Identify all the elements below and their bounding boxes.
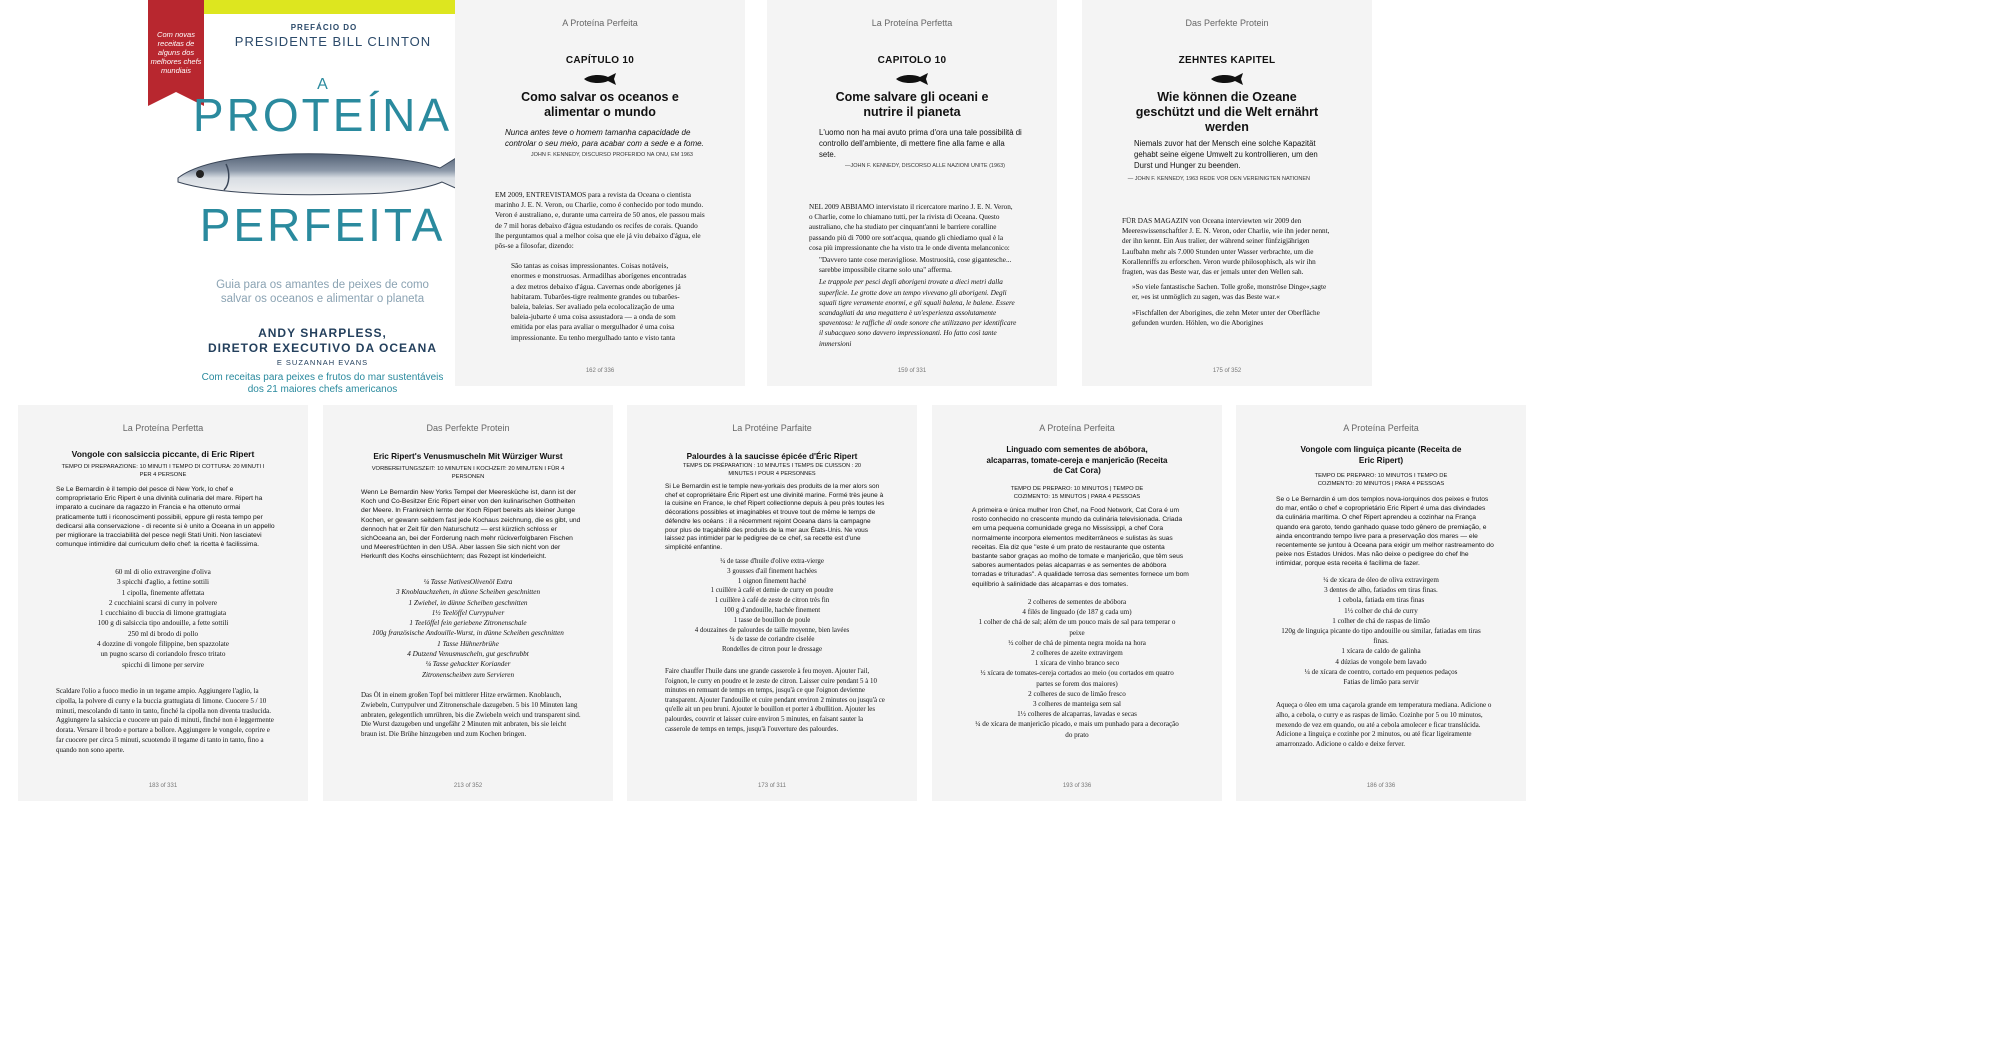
cover-title-line1: PROTEÍNA bbox=[192, 89, 453, 141]
page-number: 186 of 336 bbox=[1366, 783, 1396, 789]
chapter-label: CAPÍTULO 10 bbox=[565, 55, 635, 66]
page-chapter-de[interactable] bbox=[1082, 0, 1372, 386]
fish-icon bbox=[582, 72, 618, 86]
ingredient-item: 1 Teelöffel fein geriebene Zitronenschale bbox=[409, 619, 527, 628]
ingredient-item: ¼ de xícara de coentro, cortado em pequenos pedaços bbox=[1304, 667, 1458, 676]
recipe-intro: Se Le Bernardin è il tempio del pesce di New York, lo chef e comproprietario Eric Ripert è una divinità culinaria del mare. Ripert ha imparato a cucinare da ragazzo in Francia e ha ottenuto ormai praticamente tutti i riconoscimenti possibili, eppure gli resta tempo per dedicarsi alla conservazione - di recente si è unito a Oceana in un appello per migliorare la tracciabilità del pesce negli Stati Uniti. Non lasciatevi comunque intimidire dal curriculum dello chef: la ricetta è facilissima. bbox=[56, 486, 275, 549]
ingredient-item: 3 gousses d'ail finement hachées bbox=[727, 567, 817, 575]
ingredient-item: ¼ Tasse NativesOlivenöl Extra bbox=[423, 578, 513, 586]
page-number: 175 of 352 bbox=[1212, 368, 1242, 374]
body-paragraph: FÜR DAS MAGAZIN von Oceana interviewten wir 2009 den Meereswissenschaftler J. E. N. Veron, oder Charlie, wie ihn jeder nennt, der ihn kennt. Ein Aus tralier, der während seiner fünfzigjährigen Laufbahn mehr als 7.000 Stunden unter Wasser verbrachte, um die Korallenriffs zu erforschen. Veron wurde philosophisch, als wir ihn fragten, was das Beste war, das er jemals unter den Wellen sah. bbox=[1122, 217, 1330, 277]
ingredient-item: 1 cucchiaino di buccia di limone grattugiata bbox=[99, 609, 227, 618]
ingredient-item: 100 g di salsiccia tipo andouille, a fette sottili bbox=[97, 619, 229, 628]
ingredient-item: un pugno scarso di coriandolo fresco tritato bbox=[100, 650, 226, 659]
ingredient-item: 4 douzaines de palourdes de taille moyenne, bien lavées bbox=[694, 626, 850, 634]
page-number: 213 of 352 bbox=[453, 783, 483, 789]
ingredient-item: 1½ colheres de alcaparras, lavadas e secas bbox=[1017, 710, 1137, 719]
ingredient-item: 1 xícara de vinho branco seco bbox=[1034, 659, 1120, 668]
ingredient-item: 2 colheres de sementes de abóbora bbox=[1027, 598, 1127, 606]
epigraph-attribution: — JOHN F. KENNEDY, 1963 REDE VOR DEN VEREINIGTEN NATIONEN bbox=[1127, 176, 1310, 182]
page-recipe-pt-ripert[interactable] bbox=[1236, 405, 1526, 801]
ingredient-item: 2 cucchiaini scarsi di curry in polvere bbox=[108, 598, 218, 607]
ingredient-item: 1 xícara de caldo de galinha bbox=[1341, 647, 1421, 656]
recipe-intro: Se o Le Bernardin é um dos templos nova-iorquinos dos peixes e frutos do mar, então o chef e coproprietário Eric Ripert é uma das divindades da culinária marítima. O chef Ripert aprendeu a cozinhar na França quando era garoto, tendo ganhado quase todo gênero de premiação, e ainda encontrando tempo livre para a preservação dos mares — ele recentemente se juntou à Oceana para exigir um melhor rastreamento do peixe nos Estados Unidos. Mas não deixe o pedigree do chef lhe intimidar, porque esta receita é facílima de fazer. bbox=[1276, 496, 1494, 568]
running-header: Das Perfekte Protein bbox=[426, 423, 510, 433]
ingredient-item: 4 Dutzend Venusmuscheln, gut geschrubbt bbox=[407, 650, 529, 659]
ingredient-item: Fatias de limão para servir bbox=[1343, 678, 1419, 687]
ingredient-item: ¼ de xícara de óleo de oliva extravirgem bbox=[1323, 576, 1439, 584]
ingredient-item: 3 dentes de alho, fatiados em tiras finas. bbox=[1324, 586, 1438, 595]
cover-preface-label: PREFÁCIO DO bbox=[290, 23, 358, 32]
recipe-time: VORBEREITUNGSZEIT: 10 MINUTEN I KOCHZEIT: 20 MINUTEN I FÜR 4 PERSONEN bbox=[371, 466, 565, 480]
cover-tagline-2: dos 21 maiores chefs americanos bbox=[247, 384, 398, 395]
page-recipe-it[interactable] bbox=[18, 405, 308, 801]
epigraph: Niemals zuvor hat der Mensch eine solche Kapazität gehabt seine eigene Umwelt zu kontrollieren, um den Durst und Hunger zu beenden. bbox=[1134, 139, 1318, 170]
cover-title-line2: PERFEITA bbox=[199, 199, 446, 251]
cover-author-2: DIRETOR EXECUTIVO DA OCEANA bbox=[207, 341, 438, 355]
ingredient-item: 1 colher de chá de sal; além de um pouco mais de sal para temperar o peixe bbox=[978, 618, 1176, 637]
recipe-intro: Wenn Le Bernardin New Yorks Tempel der Meeresküche ist, dann ist der Koch und Co-Besitzer Eric Ripert einer von den kulinarischen Gottheiten der Meere. In Frankreich lernte der Koch Ripert bereits als kleiner Junge Kochen, er gewann seitdem fast jede Kochaus zeichnung, die es gibt, und dennoch hat er Zeit für den Naturschutz — erst kürzlich schloss er sichOceana an, bei der Forderung nach mehr rückverfolgbaren Fischen und Meeresfrüchten in den USA. Aber lassen Sie sich nicht von der Herkunft des Kochs einschüchtern; das Rezept ist kinderleicht. bbox=[361, 489, 581, 561]
recipe-steps: Das Öl in einem großen Topf bei mittlerer Hitze erwärmen. Knoblauch, Zwiebeln, Currypulver und Zitronenschale dazugeben. 5 bis 10 Minuten lang anbraten, gelegentlich umrühren, bis die Zwiebeln weich und transparent sind. Die Wurst dazugeben und ungefähr 2 Minuten mit anbraten, bis sie leicht braun ist. Die Brühe hinzugeben und zum Kochen bringen. bbox=[361, 691, 581, 739]
recipe-steps: Scaldare l'olio a fuoco medio in un tegame ampio. Aggiungere l'aglio, la cipolla, la polvere di curry e la buccia grattugiata di limone. Cuocere 5 / 10 minuti, mescolando di tanto in tanto, finché la cipolla non diventa traslucida. Aggiungere la salsiccia e cuocere un paio di minuti, finché non è leggermente dorata. Versare il brodo e portare a bollore. Aggiungere le vongole, coprire e far cuocere per circa 5 minuti, scuotendo il tegame di tanto in tanto, fino a quando non sono aperte. bbox=[56, 687, 274, 754]
ingredient-item: 3 spicchi d'aglio, a fettine sottili bbox=[117, 578, 209, 587]
ingredient-item: ¼ de tasse de coriandre ciselée bbox=[729, 636, 815, 644]
page-recipe-fr[interactable] bbox=[627, 405, 917, 801]
ingredient-item: 1 colher de chá de raspas de limão bbox=[1332, 616, 1430, 625]
cover-subtitle bbox=[148, 278, 497, 306]
ingredient-item: 1½ colher de chá de curry bbox=[1344, 606, 1418, 615]
ingredient-item: Rondelles de citron pour le dressage bbox=[721, 646, 823, 654]
body-paragraph: NEL 2009 ABBIAMO intervistato il ricercatore marino J. E. N. Veron, o Charlie, come lo chiamano tutti, per la rivista di Oceana. Questo australiano, che ha studiato per cinquant'anni le barriere coralline passando più di 7000 ore sott'acqua, quando gli chiediamo qual è la cosa più impressionante che ha visto tra le onde diventa melanconico: bbox=[809, 203, 1013, 252]
recipe-title: Eric Ripert's Venusmuscheln Mit Würziger Wurst bbox=[373, 452, 563, 461]
page-number: 162 of 336 bbox=[585, 368, 615, 374]
cover-yellow-band bbox=[204, 0, 497, 14]
fish-icon bbox=[894, 72, 930, 86]
ingredients-list bbox=[972, 597, 1182, 740]
cover-title-a: A bbox=[317, 76, 328, 93]
ingredient-item: 4 dúzias de vongole bem lavado bbox=[1335, 657, 1427, 666]
running-header: La Protéine Parfaite bbox=[732, 423, 812, 433]
body-paragraph: EM 2009, ENTREVISTAMOS para a revista da Oceana o cientista marinho J. E. N. Veron, ou Charlie, como é conhecido por todo mundo. Veron é australiano, e, durante uma carreira de 50 anos, ele passou mais de 7 mil horas debaixo d'água estudando os recifes de corais. Quando lhe perguntamos qual a melhor coisa que ele já viu debaixo d'água, ele pôs-se a filosofar, dizendo: bbox=[495, 190, 705, 251]
fish-icon bbox=[1209, 72, 1245, 86]
chapter-title: Come salvare gli oceani e nutrire il pianeta bbox=[835, 90, 989, 119]
cover-preface-name: PRESIDENTE BILL CLINTON bbox=[234, 34, 432, 49]
page-recipe-pt-cora[interactable] bbox=[932, 405, 1222, 801]
ingredient-item: 2 colheres de azeite extravirgem bbox=[1031, 649, 1123, 658]
page-chapter-pt[interactable] bbox=[455, 0, 745, 386]
running-header: La Proteína Perfetta bbox=[871, 18, 953, 28]
chapter-label: ZEHNTES KAPITEL bbox=[1178, 55, 1276, 66]
running-header: La Proteína Perfetta bbox=[122, 423, 204, 433]
recipe-title: Linguado com sementes de abóbora, alcaparras, tomate-cereja e manjericão (Receita de Cat Cora) bbox=[986, 445, 1168, 475]
epigraph: Nunca antes teve o homem tamanha capacidade de controlar o seu meio, para acabar com a sede e a fome. bbox=[505, 128, 704, 148]
ingredient-item: 60 ml di olio extravergine d'oliva bbox=[115, 568, 211, 576]
ingredient-item: 250 ml di brodo di pollo bbox=[127, 629, 199, 638]
cover-ribbon-text: Com novas receitas de alguns dos melhores chefs mundiais bbox=[150, 30, 202, 75]
recipe-time: TEMPO DI PREPARAZIONE: 10 MINUTI I TEMPO DI COTTURA: 20 MINUTI I PER 4 PERSONE bbox=[61, 464, 265, 478]
ingredient-item: 100g französische Andouille-Wurst, in dünne Scheiben geschnitten bbox=[372, 629, 564, 638]
ingredients-list bbox=[48, 567, 278, 670]
cover-subtitle-2: salvar os oceanos e alimentar o planeta bbox=[220, 293, 425, 305]
recipe-steps: Aqueça o óleo em uma caçarola grande em temperatura mediana. Adicione o alho, a cebola, o curry e as raspas de limão. Cozinhe por 5 ou 10 minutos, mexendo de vez em quando, ou até a cebola amolecer e ficar translúcida. Adicione a linguiça e cozinhe por 2 minutos, ou até ficar ligeiramente amarronzado. Adicione o caldo e deixe ferver. bbox=[1276, 701, 1492, 749]
running-header: A Proteína Perfeita bbox=[562, 18, 638, 28]
body-quote: Le trappole per pesci degli aborigeni trovate a dieci metri dalla superficie. Le grotte dove un tempo vivevano gli aborigeni. Degli squali tigre veramente enormi, e gli squali balena, le balene. Essere scandagliati da una megattera è un'esperienza assolutamente spaventosa: le raffiche di onde sonore che utilizzano per identificare il subacqueo sono davvero impressionanti. Ho fatto così tante immersioni bbox=[819, 278, 1017, 348]
ingredient-item: ½ colher de chá de pimenta negra moída na hora bbox=[1008, 638, 1146, 647]
page-chapter-it[interactable] bbox=[767, 0, 1057, 386]
ingredient-item: 2 colheres de suco de limão fresco bbox=[1028, 689, 1126, 698]
body-paragraph: "Davvero tante cose meravigliose. Mostruosità, cose gigantesche... sarebbe impossibile citarne solo una" afferma. bbox=[819, 256, 1012, 275]
running-header: Das Perfekte Protein bbox=[1185, 18, 1269, 28]
ingredient-item: 120g de linguiça picante do tipo andouille ou similar, fatiadas em tiras finas. bbox=[1281, 627, 1481, 646]
recipe-time: TEMPO DE PREPARO: 10 MINUTOS I TEMPO DE COZIMENTO: 20 MINUTOS | PARA 4 PESSOAS bbox=[1314, 473, 1448, 487]
ingredient-item: 1 oignon finement haché bbox=[737, 577, 807, 585]
running-header: A Proteína Perfeita bbox=[1343, 423, 1419, 433]
ingredient-item: 4 filés de linguado (de 187 g cada um) bbox=[1022, 608, 1132, 617]
epigraph-attribution: —JOHN F. KENNEDY, DISCORSO ALLE NAZIONI UNITE (1963) bbox=[844, 163, 1005, 169]
ingredient-item: spicchi di limone per servire bbox=[122, 660, 204, 669]
ingredient-item: 4 dozzine di vongole filippine, ben spazzolate bbox=[97, 640, 229, 649]
ingredient-item: ¼ de tasse d'huile d'olive extra-vierge bbox=[720, 558, 824, 565]
ingredient-item: ¼ Tasse gehackter Koriander bbox=[425, 660, 511, 669]
page-number: 173 of 311 bbox=[758, 783, 786, 789]
ingredient-item: 1 cuillère à café de zeste de citron très fin bbox=[714, 597, 830, 605]
page-number: 159 of 331 bbox=[897, 368, 927, 374]
recipe-intro: Si Le Bernardin est le temple new-yorkais des produits de la mer alors son chef et copropriétaire Éric Ripert est une divinité marine. Formé très jeune à la cuisine en France, le chef Ripert collectionne depuis à peu près toutes les décorations possibles et imaginables et trouve tout de même le temps de défendre les océans : il a récemment rejoint Oceana dans la campagne pour plus de traçabilité des produits de la mer aux États-Unis. Ne vous laissez pas intimider par le pedigree de ce chef, sa recette est d'une simplicité enfantine. bbox=[665, 483, 885, 551]
ingredient-item: 1 Tasse Hühnerbrühe bbox=[437, 639, 499, 648]
ingredient-item: 1 cebola, fatiada em tiras finas bbox=[1337, 596, 1425, 605]
chapter-body bbox=[1122, 216, 1332, 338]
book-cover[interactable] bbox=[148, 0, 497, 420]
page-recipe-de[interactable] bbox=[323, 405, 613, 801]
page-number: 193 of 336 bbox=[1062, 783, 1092, 789]
ingredient-item: ¼ de xícara de manjericão picado, e mais um punhado para a decoração do prato bbox=[975, 720, 1179, 739]
recipe-time: TEMPO DE PREPARO: 10 MINUTOS | TEMPO DE COZIMENTO: 15 MINUTOS | PARA 4 PESSOAS bbox=[1010, 486, 1144, 500]
ingredient-item: 1 Zwiebel, in dünne Scheiben geschnitten bbox=[408, 598, 528, 607]
running-header: A Proteína Perfeita bbox=[1039, 423, 1115, 433]
recipe-title: Vongole com linguiça picante (Receita de Eric Ripert) bbox=[1300, 445, 1462, 465]
recipe-title: Palourdes à la saucisse épicée d'Éric Ripert bbox=[686, 452, 858, 461]
cover-subtitle-1: Guia para os amantes de peixes de como bbox=[216, 279, 429, 291]
ingredient-item: 1½ Teelöffel Currypulver bbox=[431, 608, 505, 617]
recipe-title: Vongole con salsiccia piccante, di Eric Ripert bbox=[71, 449, 255, 459]
chapter-title: Wie können die Ozeane geschützt und die Welt ernährt werden bbox=[1135, 90, 1319, 134]
cover-coauthor: E SUZANNAH EVANS bbox=[276, 358, 369, 367]
chapter-title: Como salvar os oceanos e alimentar o mundo bbox=[521, 90, 679, 119]
page-number: 183 of 331 bbox=[148, 783, 178, 789]
ingredient-item: 1 cipolla, finemente affettata bbox=[121, 588, 205, 597]
chapter-label: CAPITOLO 10 bbox=[877, 55, 947, 66]
epigraph: L'uomo non ha mai avuto prima d'ora una tale possibilità di controllo dell'ambiente, di mettere fine alla fame e alla sete. bbox=[819, 128, 1022, 159]
ingredient-item: ½ xícara de tomates-cereja cortados ao meio (ou cortados em quatro partes se forem dos maiores) bbox=[980, 669, 1174, 688]
recipe-steps: Faire chauffer l'huile dans une grande casserole à feu moyen. Ajouter l'ail, l'oignon, le curry en poudre et le zeste de citron. Laisser cuire pendant 5 à 10 minutes en remuant de temps en temps, jusqu'à ce que l'oignon devienne transparent. Ajouter l'andouille et cuire pendant environ 2 minutes ou jusqu'à ce qu'elle ait un peu bruni. Ajouter le bouillon et porter à ébullition. Ajouter les palourdes, couvrir et laisser cuire environ 5 minutes, en faisant sauter la casserole de temps en temps, jusqu'à l'ouverture des palourdes. bbox=[665, 668, 885, 733]
ingredient-item: 100 g d'andouille, hachée finement bbox=[723, 606, 821, 614]
recipe-intro: A primeira e única mulher Iron Chef, na Food Network, Cat Cora é um rosto conhecido no crescente mundo da culinária televisionada. Criada em uma pequena comunidade grega no Mississippi, a chef Cora normalmente incorpora elementos mediterrâneos e sulistas às suas receitas. Ela diz que "este é um prato de restaurante que ostenta bastante sabor graças ao molho de tomate e manjericão, que têm seus sabores aumentados pelas alcaparras e as sementes de abóbora torradas e trituradas". A qualidade terrosa das sementes fornece um bom equilíbrio à salinidade das alcaparras e dos tomates. bbox=[972, 507, 1189, 588]
body-paragraph: »So viele fantastische Sachen. Tolle große, monströse Dinge«,sagte er, »es ist unmöglich zu sagen, was das Beste war.« bbox=[1132, 283, 1327, 302]
ingredients-list bbox=[353, 577, 583, 680]
epigraph-attribution: JOHN F. KENNEDY, DISCURSO PROFERIDO NA ONU, EM 1963 bbox=[530, 152, 693, 158]
ingredient-item: 1 cuillère à café et demie de curry en poudre bbox=[710, 587, 834, 595]
ingredients-list bbox=[1276, 575, 1486, 687]
body-quote: São tantas as coisas impressionantes. Coisas notáveis, enormes e monstruosas. Armadilhas aborígenes encontradas a dez metros debaixo d'água. Cavernas onde aborígenes já habitaram. Tubarões-tigre realmente grandes ou tubarões-baleia, baleias. Ser avaliado pela ecolocalização de uma baleia-jubarte é uma coisa assustadora — a onda de som emitida por elas para avaliar o mergulhador é uma coisa impressionante. Eu tenho mergulhado tanto e visto tanta bbox=[511, 261, 687, 342]
cover-author bbox=[148, 326, 497, 356]
chapter-body bbox=[809, 202, 1017, 359]
recipe-time: TEMPS DE PRÉPARATION : 10 MINUTES I TEMPS DE CUISSON : 20 MINUTES I POUR 4 PERSONNES bbox=[682, 463, 862, 477]
ingredients-list bbox=[657, 557, 887, 655]
cover-author-1: ANDY SHARPLESS, bbox=[258, 326, 387, 340]
ingredient-item: Zitronenscheiben zum Servieren bbox=[421, 670, 515, 679]
ingredient-item: 1 tasse de bouillon de poule bbox=[733, 616, 811, 624]
cover-tagline bbox=[148, 372, 497, 396]
ingredient-item: 3 Knoblauchzehen, in dünne Scheiben geschnitten bbox=[395, 588, 541, 597]
body-quote: »Fischfallen der Aborigines, die zehn Meter unter der Oberfläche gefunden wurden. Höhlen, wo die Aborigines bbox=[1132, 308, 1320, 327]
chapter-body bbox=[495, 190, 705, 353]
ingredient-item: 3 colheres de manteiga sem sal bbox=[1032, 700, 1122, 709]
cover-tagline-1: Com receitas para peixes e frutos do mar sustentáveis bbox=[201, 372, 444, 383]
